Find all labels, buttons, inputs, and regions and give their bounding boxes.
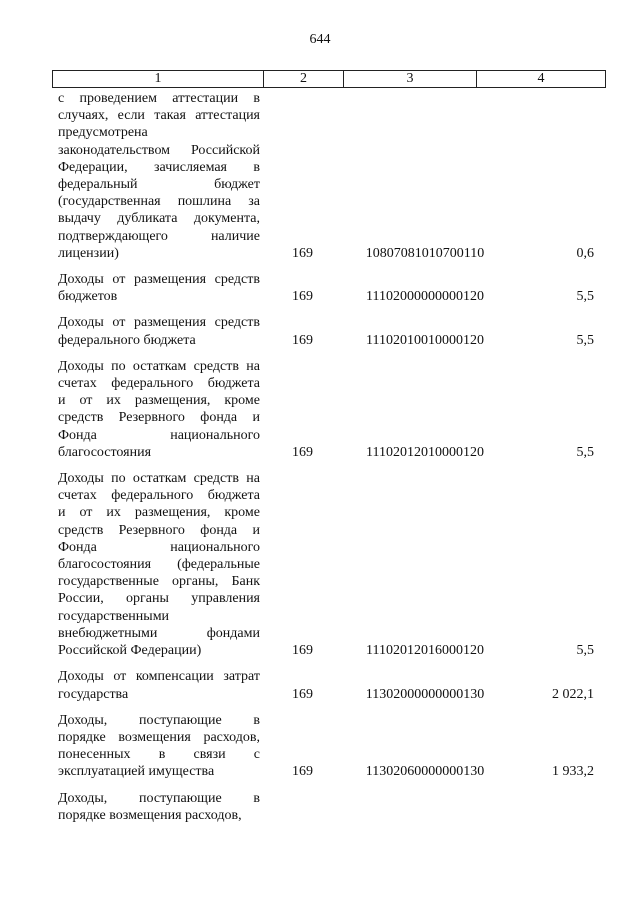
row-description — [58, 790, 260, 824]
description-line: государства — [58, 686, 129, 702]
description-line: средств Резервного фонда и — [58, 522, 260, 538]
row-sum: 5,5 — [576, 444, 594, 460]
row-sum: 5,5 — [576, 643, 594, 659]
table-row — [58, 470, 598, 659]
row-description — [58, 358, 260, 461]
description-line: Доходы, поступающие в — [58, 790, 260, 806]
description-line: счетах федерального бюджета — [58, 376, 260, 392]
description-line: Федерации, зачисляемая в — [58, 159, 260, 175]
description-line: федеральный бюджет — [58, 177, 260, 193]
description-line: благосостояния (федеральные — [58, 557, 260, 573]
description-line: благосостояния — [58, 444, 152, 460]
row-description — [58, 271, 260, 305]
table-row — [58, 668, 598, 702]
row-kbk-code: 11302000000000130 — [365, 686, 485, 702]
header-col-1: 1 — [53, 71, 264, 87]
header-col-4: 4 — [537, 71, 545, 86]
row-sum: 5,5 — [576, 289, 594, 305]
row-admin-code: 169 — [292, 643, 313, 659]
table-header — [52, 70, 606, 88]
description-line: Доходы по остаткам средств на — [58, 358, 260, 374]
row-kbk-code: 10807081010700110 — [365, 245, 485, 261]
row-admin-code: 169 — [292, 764, 313, 780]
description-line: Фонда национального — [58, 539, 260, 555]
description-line: федерального бюджета — [58, 332, 196, 348]
row-description — [58, 712, 260, 781]
description-line: средств Резервного фонда и — [58, 410, 260, 426]
description-line: законодательством Российской — [58, 142, 260, 158]
row-description — [58, 470, 260, 659]
description-line: порядке возмещения расходов, — [58, 729, 260, 745]
header-col-3: 3 — [344, 71, 477, 87]
table-body — [58, 90, 598, 833]
description-line: (государственная пошлина за — [58, 194, 260, 210]
description-line: предусмотрена — [58, 125, 148, 141]
description-line: случаях, если такая аттестация — [58, 108, 260, 124]
description-line: внебюджетными фондами — [58, 625, 260, 641]
description-line: Российской Федерации) — [58, 643, 202, 659]
table-row — [58, 712, 598, 781]
description-line: лицензии) — [58, 245, 119, 261]
row-description — [58, 668, 260, 702]
description-line: понесенных в связи с — [58, 747, 260, 763]
description-line: Доходы от компенсации затрат — [58, 669, 260, 685]
page-number: 644 — [309, 32, 331, 47]
row-sum: 1 933,2 — [552, 764, 594, 780]
table-row — [58, 790, 598, 824]
row-kbk-code: 11302060000000130 — [365, 764, 485, 780]
row-kbk-code: 11102012016000120 — [366, 643, 484, 659]
description-line: Фонда национального — [58, 427, 260, 443]
table-row — [58, 271, 598, 305]
description-line: подтверждающего наличие — [58, 228, 260, 244]
table-row — [58, 314, 598, 348]
row-admin-code: 169 — [292, 444, 313, 460]
description-line: с проведением аттестации в — [58, 91, 260, 106]
description-line: государственными — [58, 608, 170, 624]
description-line: порядке возмещения расходов, — [58, 807, 242, 823]
row-admin-code: 169 — [292, 245, 313, 261]
description-line: России, органы управления — [58, 591, 260, 607]
row-description — [58, 314, 260, 348]
table-row — [58, 90, 598, 262]
row-sum: 0,6 — [576, 245, 594, 261]
description-line: государственные органы, Банк — [58, 574, 260, 590]
row-sum: 5,5 — [576, 332, 594, 348]
description-line: Доходы по остаткам средств на — [58, 471, 260, 487]
header-col-2: 2 — [264, 71, 344, 87]
description-line: счетах федерального бюджета — [58, 488, 260, 504]
row-kbk-code: 11102010010000120 — [366, 332, 484, 348]
description-line: и от их размещения, кроме — [58, 393, 260, 409]
row-kbk-code: 11102000000000120 — [366, 289, 484, 305]
row-sum: 2 022,1 — [552, 686, 594, 702]
description-line: Доходы, поступающие в — [58, 712, 260, 728]
row-description — [58, 90, 260, 262]
table-row — [58, 358, 598, 461]
row-admin-code: 169 — [292, 332, 313, 348]
row-admin-code: 169 — [292, 289, 313, 305]
description-line: выдачу дубликата документа, — [58, 211, 260, 227]
description-line: бюджетов — [58, 289, 118, 305]
description-line: и от их размещения, кроме — [58, 505, 260, 521]
description-line: Доходы от размещения средств — [58, 272, 260, 288]
description-line: эксплуатацией имущества — [58, 764, 215, 780]
description-line: Доходы от размещения средств — [58, 315, 260, 331]
row-admin-code: 169 — [292, 686, 313, 702]
row-kbk-code: 11102012010000120 — [366, 444, 484, 460]
